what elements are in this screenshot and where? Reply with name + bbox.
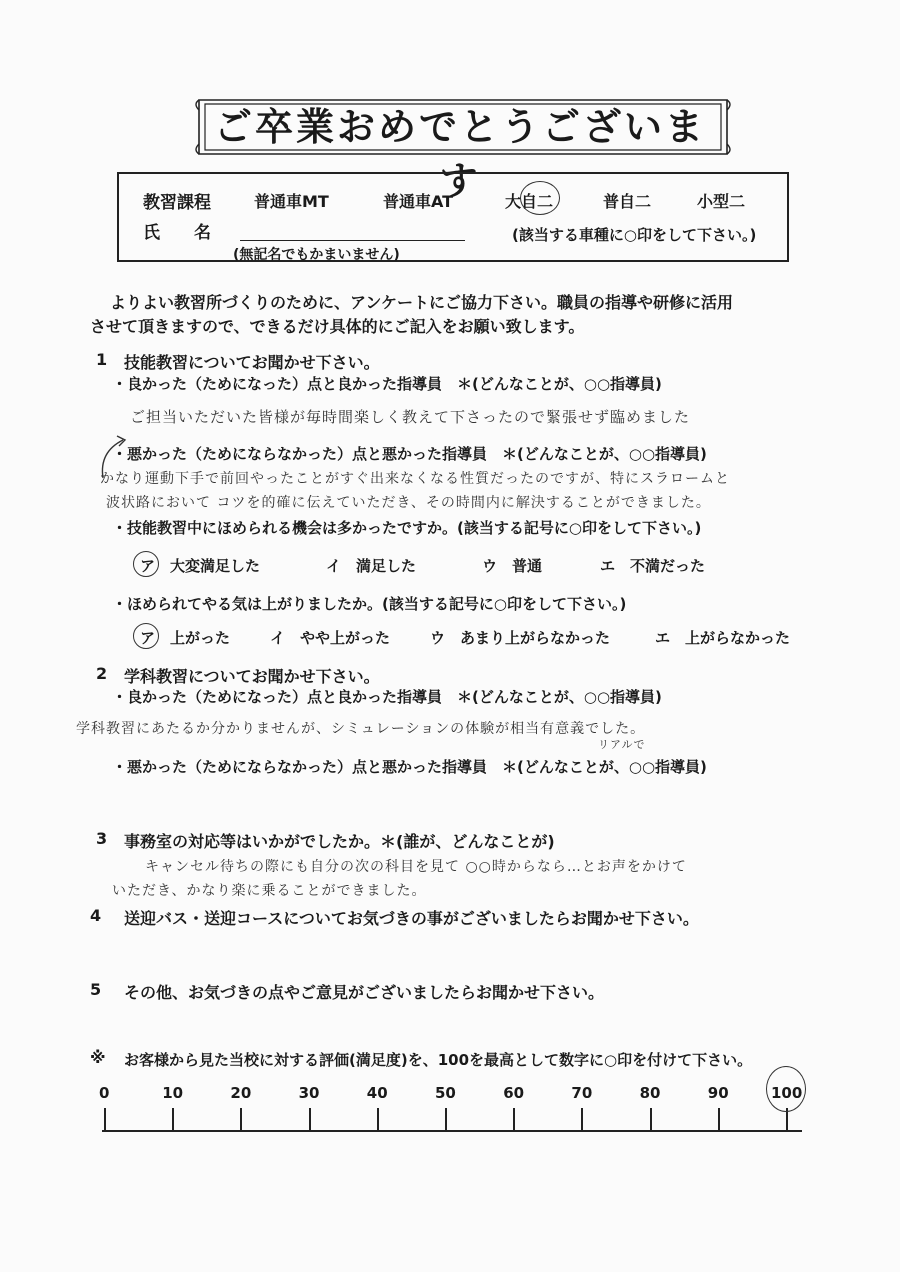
rating-instruction: お客様から見た当校に対する評価(満足度)を、100を最高として数字に○印を付けて下さい。 — [124, 1051, 753, 1069]
scale-label-70[interactable]: 70 — [571, 1084, 593, 1102]
scale-baseline — [102, 1130, 802, 1132]
scale-label-40[interactable]: 40 — [366, 1084, 388, 1102]
scale-tick-50 — [445, 1108, 447, 1130]
name-note: (無記名でもかまいません) — [233, 247, 400, 263]
selected-rating-circle — [766, 1066, 806, 1112]
course-option-at[interactable]: 普通車AT — [383, 192, 454, 211]
q4-heading: 送迎バス・送迎コースについてお気づきの事がございましたらお聞かせ下さい。 — [124, 909, 699, 928]
q1-bad-prompt: ・悪かった（ためにならなかった）点と悪かった指導員 ＊(どんなことが、○○指導員) — [112, 445, 707, 463]
scale-tick-70 — [581, 1108, 583, 1130]
scale-label-50[interactable]: 50 — [435, 1084, 456, 1102]
q3-heading: 事務室の対応等はいかがでしたか。＊(誰が、どんなことが) — [124, 832, 555, 851]
course-label: 教習課程 — [143, 193, 211, 213]
praise-option-i[interactable]: イ 満足した — [326, 557, 417, 575]
scale-tick-20 — [240, 1108, 242, 1130]
scale-tick-30 — [309, 1108, 311, 1130]
q1-good-prompt: ・良かった（ためになった）点と良かった指導員 ＊(どんなことが、○○指導員) — [112, 375, 662, 393]
course-option-daiji-ni[interactable]: 大自二 — [505, 192, 554, 211]
motivation-option-i[interactable]: イ やや上がった — [270, 629, 391, 647]
scale-tick-0 — [104, 1108, 106, 1130]
q2-heading: 学科教習についてお聞かせ下さい。 — [124, 667, 380, 686]
scale-tick-60 — [513, 1108, 515, 1130]
name-field-line[interactable] — [240, 240, 465, 241]
course-selection-box — [117, 172, 789, 262]
scale-tick-80 — [650, 1108, 652, 1130]
scale-tick-10 — [172, 1108, 174, 1130]
q5-number: 5 — [90, 980, 102, 999]
q1-bad-answer-1[interactable]: かなり運動下手で前回やったことがすぐ出来なくなる性質だったのですが、特にスラロームと — [100, 471, 730, 487]
name-label: 氏 名 — [143, 223, 211, 243]
scale-label-20[interactable]: 20 — [230, 1084, 252, 1102]
q3-answer-1[interactable]: キャンセル待ちの際にも自分の次の科目を見て ○○時からなら…とお声をかけて — [145, 859, 687, 875]
scale-label-30[interactable]: 30 — [298, 1084, 320, 1102]
course-option-kogata-ni[interactable]: 小型二 — [697, 192, 746, 211]
selected-course-circle — [520, 181, 560, 215]
q1-number: 1 — [96, 350, 108, 369]
rating-mark: ※ — [90, 1048, 106, 1067]
q5-heading: その他、お気づきの点やご意見がございましたらお聞かせ下さい。 — [124, 983, 605, 1002]
q2-good-prompt: ・良かった（ためになった）点と良かった指導員 ＊(どんなことが、○○指導員) — [112, 688, 662, 706]
rating-scale — [90, 1080, 830, 1140]
q2-bad-prompt: ・悪かった（ためにならなかった）点と悪かった指導員 ＊(どんなことが、○○指導員) — [112, 758, 707, 776]
page-title: ご卒業おめでとうございます — [213, 105, 706, 203]
q2-good-answer-insert: リアルで — [598, 738, 646, 751]
course-option-mt[interactable]: 普通車MT — [254, 192, 329, 211]
intro-line-2: させて頂きますので、できるだけ具体的にご記入をお願い致します。 — [90, 317, 585, 336]
scale-label-60[interactable]: 60 — [503, 1084, 525, 1102]
motivation-option-u[interactable]: ウ あまり上がらなかった — [430, 629, 611, 647]
motivation-option-e[interactable]: エ 上がらなかった — [655, 629, 791, 647]
q1-good-answer[interactable]: ご担当いただいた皆様が毎時間楽しく教えて下さったので緊張せず臨めました — [130, 408, 691, 426]
course-option-fuji-ni[interactable]: 普自二 — [603, 192, 652, 211]
scale-label-80[interactable]: 80 — [639, 1084, 661, 1102]
praise-option-u[interactable]: ウ 普通 — [482, 557, 543, 575]
scale-label-0[interactable]: 0 — [99, 1084, 110, 1102]
q1-bad-answer-2[interactable]: 波状路において コツを的確に伝えていただき、その時間内に解決することができました。 — [106, 495, 711, 511]
scale-label-100[interactable]: 100 — [771, 1084, 803, 1102]
q4-number: 4 — [90, 906, 102, 925]
scale-label-10[interactable]: 10 — [162, 1084, 184, 1102]
q3-answer-2[interactable]: いただき、かなり楽に乗ることができました。 — [112, 883, 427, 899]
course-instruction: (該当する車種に○印をして下さい。) — [512, 226, 757, 244]
q1-heading: 技能教習についてお聞かせ下さい。 — [124, 353, 380, 372]
q1-motivation-question: ・ほめられてやる気は上がりましたか。(該当する記号に○印をして下さい。) — [112, 595, 627, 613]
q1-praise-question: ・技能教習中にほめられる機会は多かったですか。(該当する記号に○印をして下さい。) — [112, 519, 702, 537]
motivation-option-a[interactable]: ア 上がった — [140, 629, 231, 647]
scale-tick-40 — [377, 1108, 379, 1130]
scale-tick-90 — [718, 1108, 720, 1130]
q2-number: 2 — [96, 664, 108, 683]
intro-line-1: よりよい教習所づくりのために、アンケートにご協力下さい。職員の指導や研修に活用 — [110, 293, 734, 312]
q3-number: 3 — [96, 829, 108, 848]
q2-good-answer[interactable]: 学科教習にあたるか分かりませんが、シミュレーションの体験が相当有意義でした。 — [76, 721, 646, 737]
scale-label-90[interactable]: 90 — [707, 1084, 729, 1102]
praise-option-a[interactable]: ア 大変満足した — [140, 557, 261, 575]
praise-option-e[interactable]: エ 不満だった — [600, 557, 706, 575]
